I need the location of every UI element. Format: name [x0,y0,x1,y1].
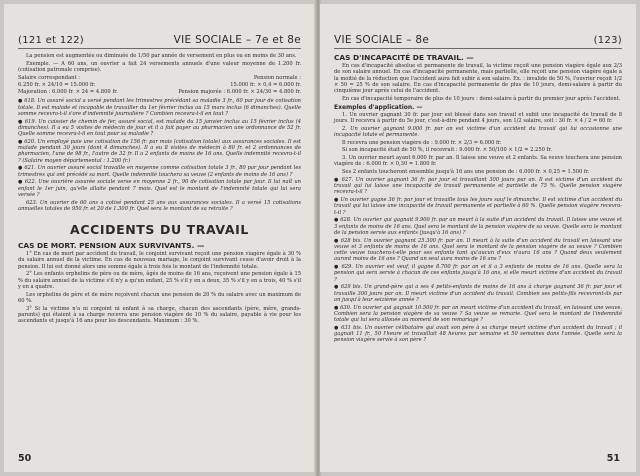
left-page [4,4,316,472]
exercise-629-bis: ● 629 bis. Un grand-père qui a ses 4 petits-enfants de moins de 16 ans à charge gagnant 36 fr. par jour et travaille 300 jours par an. Il meurt victime d'un accident du travail. Combien ses petits-fils recevront-ils par an jusqu'à leur seizième année ? [334,284,622,303]
pension-formula [18,75,301,97]
formula-line: Majoration : 6.000 fr. × 24 = 4.800 fr. [18,89,118,96]
exercise-621: ● 621. Un ouvrier assuré social travaille en moyenne comme cotisation totale 3 fr., 80 par jour pendant les trimestres qui ont précédé sa mort. Quelle indemnité touchera sa veuve (2 enfants de moins de 16 ans) ? [18,165,301,178]
page-number: 50 [18,453,32,464]
exercise-631: ● 631 bis. Un ouvrier célibataire qui avait son père à sa charge meurt victime d'un accident du travail ; il gagnait 11 fr., 50 l'heure et travaillait 48 heures par semaine et 50 semaines dans l'année. Quelle sera la pension viagère servie à son père ? [334,325,622,344]
formula-line: Si son incapacité était de 50 %, il recevrait : 9.000 fr. × 50/100 × 1/2 = 2.250 fr. [342,147,552,154]
rule-paragraph: 2° Les enfants orphelins de père ou de mère, âgés de moins de 16 ans, reçoivent une pension égale à 15 % du salaire annuel de la victime s'il n'y a qu'un enfant, 25 % s'il y en a deux, 35 % s'il y en a trois, 40 % s'il y en a quatre. [18,271,301,290]
exercise-630: ● 630. Un ouvrier qui gagnait 10.500 fr. par an meurt victime d'un accident du travail, en laissant une veuve. Combien sera la pension viagère de sa veuve ? Sa veuve se remarie. Quel sera le montant de l'indemnité totale qui lui sera allouée au moment de son remariage ? [334,305,622,324]
exercise-620: ● 620. Un employé paie une cotisation de 156 fr. par mois (cotisation totale) aux assurances sociales. Il est malade pendant 30 jours (dont 4 dimanches). Il a eu 8 visites de médecin à 80 fr. et 2 ordonnances de pharmacien, l'une de 98 fr., l'autre de 32 fr. Il a 2 enfants de moins de 16 ans. Quelle indemnité recevra-t-il ? (Salaire moyen départemental : 1.200 fr.) [18,139,301,164]
exercise-619: ● 619. Un caissier de chemin de fer, assuré social, est malade du 15 janvier inclus au 15 février inclus (4 dimanches). Il a eu 5 visites de médecin de jour et il a fait payer au pharmacien une ordonnance de 52 fr. Quelle somme recevra-t-il en tout pour sa maladie ? [18,119,301,138]
rule-paragraph: En cas d'incapacité absolue et permanente de travail, la victime reçoit une pension viagère égale aux 2/3 de son salaire annuel. En cas d'incapacité permanente, mais partielle, elle reçoit une pension viagère égale à la moitié de la réduction que l'accident aura fait subir à son salaire. Ex. : invalide de 50 %, l'ouvrier reçoit 1/2 × 50 = 25 % de son salaire. En cas d'incapacité permanente de plus de 10 jours, demi-salaire à partir du cinquième jour après celui de l'accident. [334,63,622,94]
exercise-628: ● 628. Un ouvrier qui gagnait 9.900 fr. par an meurt à la suite d'un accident du travail. Il laisse une veuve et 3 enfants de moins de 16 ans. Quel sera le montant de la pension viagère de sa veuve. Quelle sera le montant de la pension servie aux enfants (jusqu'à 16 ans) ? [334,217,622,236]
exercise-627: ● 627. Un ouvrier gagnant 36 fr. par jour et travaillant 300 jours par an. Il est victime d'un accident du travail qui lui laisse une incapacité de travail permanente et partielle de 75 %. Quelle pension viagère recevra-t-il ? [334,177,622,196]
rule-paragraph: 3° Si la victime n'a ni conjoint ni enfant à sa charge, chacun des ascendants (père, mère, grands-parents) qui étaient à sa charge recevra une pension viagère de 10 % du salaire, payable à vie pour les ascendants et jusqu'à 16 ans pour les descendants. Maximum : 30 %. [18,305,301,325]
section-title: VIE SOCIALE – 7e et 8e [173,34,301,46]
exercise-629: ● 629. Un ouvrier est veuf, il gagne 8.700 fr. par an et il a 3 enfants de moins de 16 ans. Quelle sera la pension qui sera servie à chacun de ces enfants jusqu'à 16 ans, si elle meurt victime d'un accident du travail ? [334,264,622,283]
example-text: Exemple. — A 60 ans, un ouvrier a fait 24 versements annuels d'une valeur moyenne de 1.200 fr. (cotisation patronale comprise). [18,60,301,73]
formula-header-left: Salaire correspondant : [18,74,80,81]
lesson-code: (121 et 122) [18,35,85,46]
exercise-627-bis: ● Un ouvrier gagne 36 fr. par jour et travaille tous les jours sauf le dimanche. Il est victime d'un accident du travail qui lui laisse une incapacité de travail permanente et partielle à 60 %. Quelle pension viagère recevra-t-il ? [334,197,622,216]
right-page [320,4,636,472]
examples-title: Exemples d'application. — [334,103,423,111]
formula-line: 15.000 fr. × 0,4 = 6.000 fr. [230,81,301,88]
formula-line: Ses 2 enfants toucheront ensemble jusqu'à 16 ans une pension de : 6.000 fr. × 0,25 = 1.500 fr. [342,169,590,175]
rule-paragraph: 1° En cas de mort par accident du travail, le conjoint survivant reçoit une pension viagère égale à 30 % du salaire annuel de la victime. En cas de nouveau mariage, le conjoint survivant cesse d'avoir droit à la pension. Il lui est donné alors une somme égale à trois fois le montant de l'indemnité totale. [18,251,301,270]
exercise-628-bis: ● 628 bis. Un ouvrier gagnant 25.300 fr. par an. Il meurt à la suite d'un accident du travail en laissant une veuve et 3 enfants de moins de 16 ans. Quel sera le montant de la pension viagère de sa veuve ? Combien cette veuve touchera-t-elle pour ses enfants tant qu'aucun d'eux n'aura 16 ans ? Quand deux seulement auront moins de 16 ans ? Quand un seul aura moins de 16 ans ? [334,238,622,263]
example-text: 1. Un ouvrier gagnant 30 fr. par jour est blessé dans son travail et subit une incapacité de travail de 8 jours. Il recevra à partir du 5e jour, c'est-à-dire pendant 4 jours, son 1/2 salaire, soit : 30 fr. × 4 / 2 = 60 fr. [334,111,622,124]
formula-line: 6.250 fr. × 24/10 = 15.000 fr. [18,81,96,88]
rule-paragraph: En cas d'incapacité temporaire de plus de 10 jours : demi-salaire à partir du premier jour après l'accident. [342,95,621,102]
formula-line: Il recevra une pension viagère de : 9.000 fr. × 2/3 = 6.000 fr. [342,139,502,146]
sub-heading: CAS D'INCAPACITÉ DE TRAVAIL. — [334,53,474,62]
running-head [18,34,301,49]
intro-text: La pension est augmentée ou diminuée de 1/50 par année de versement en plus ou en moins de 30 ans. [26,53,297,59]
sub-heading: CAS DE MORT. PENSION AUX SURVIVANTS. — [18,241,205,251]
exercise-618: ● 618. Un assuré social a versé pendant les trimestres précédant sa maladie 3 fr., 60 par jour de cotisation totale. Il est malade et incapable de travailler du 1er février inclus au 15 mars inclus (6 dimanches). Quelle somme recevra-t-il s'ore d'indemnité journalière ? Combien recevra-t-il en tout ? [18,98,301,117]
page-number: 51 [606,453,620,464]
exercise-623: 623. Un ouvrier de 60 ans a cotisé pendant 25 ans aux assurances sociales. Il a versé 15 cotisations annuelles totales de 950 fr. et 20 de 1.300 fr. Quel sera le montant de sa retraite ? [18,199,301,212]
formula-line: Pension majorée : 6.000 fr. × 24/30 = 4.800 fr. [178,89,301,96]
formula-line: 3. Un ouvrier meurt ayant 6.000 fr. par an. Il laisse une veuve et 2 enfants. Sa veuve touchera une pension viagère de : 6.000 fr. × 0,30 = 1.800 fr. [334,155,622,168]
example-text: 2. Un ouvrier gagnant 9.000 fr. par an est victime d'un accident du travail qui lui occasionne une incapacité totale et permanente. [334,125,622,138]
running-head [334,34,622,49]
chapter-heading: ACCIDENTS DU TRAVAIL [70,222,249,238]
lesson-code: (123) [593,35,622,46]
exercise-622: ● 622. Une ouvrière assurée sociale verse en moyenne 2 fr., 90 de cotisation totale par jour. Il lui naît un enfant le 1er juin, qu'elle allaite pendant 7 mois. Quel est le montant de l'indemnité totale qui lui sera versée ? [18,179,301,198]
formula-header-right: Pension normale : [253,74,301,81]
section-title: VIE SOCIALE – 8e [334,34,430,46]
rule-paragraph: Les orphelins de père et de mère reçoivent chacun une pension de 20 % du salaire avec un maximum de 60 %. [18,291,301,304]
